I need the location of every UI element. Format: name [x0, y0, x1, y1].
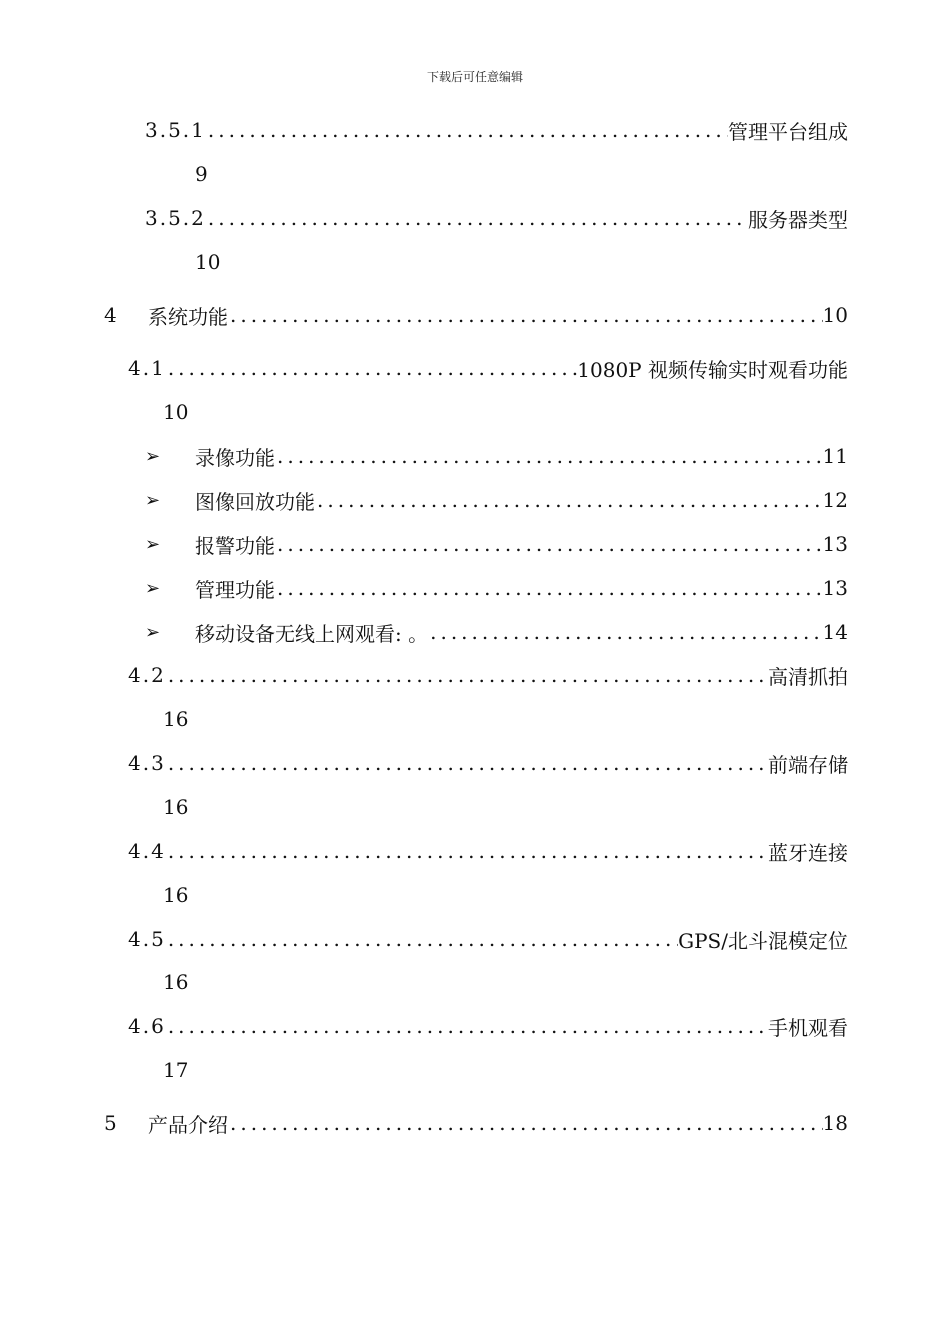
toc-number: 4.3 — [128, 751, 166, 775]
toc-leader — [275, 444, 823, 468]
arrow-bullet-icon: ➢ — [145, 445, 161, 467]
arrow-bullet-icon: ➢ — [145, 577, 161, 599]
toc-page-number: 10 — [163, 400, 189, 424]
toc-page-number: 16 — [163, 707, 189, 731]
toc-number: 5 — [104, 1111, 117, 1135]
toc-entry[interactable] — [128, 1011, 848, 1041]
toc-entry[interactable] — [128, 924, 848, 954]
toc-entry[interactable] — [145, 529, 848, 559]
toc-number: 4.5 — [128, 927, 166, 951]
toc-title: 产品介绍 — [148, 1112, 228, 1137]
toc-title: 1080P 视频传输实时观看功能 — [577, 357, 848, 382]
toc-page-number: 18 — [822, 1111, 848, 1135]
toc-leader — [275, 576, 823, 600]
toc-entry[interactable] — [145, 203, 848, 233]
toc-page-number: 14 — [822, 620, 848, 644]
toc-page-number: 17 — [163, 1058, 189, 1082]
toc-number: 4.4 — [128, 839, 166, 863]
toc-leader — [275, 532, 823, 556]
toc-entry[interactable] — [128, 660, 848, 690]
toc-leader — [228, 1111, 823, 1135]
toc-leader — [166, 839, 768, 863]
toc-title: 高清抓拍 — [768, 664, 848, 689]
toc-title: 服务器类型 — [748, 207, 848, 232]
toc-leader — [315, 488, 823, 512]
toc-title: 管理平台组成 — [728, 119, 848, 144]
toc-number: 4 — [104, 303, 117, 327]
toc-entry[interactable] — [128, 353, 848, 383]
toc-leader — [206, 206, 748, 230]
toc-number: 3.5.2 — [145, 206, 206, 230]
toc-entry[interactable] — [145, 115, 848, 145]
toc-entry[interactable] — [145, 441, 848, 471]
toc-leader — [428, 620, 822, 644]
toc-title: GPS/北斗混模定位 — [678, 928, 848, 953]
toc-entry[interactable] — [104, 300, 848, 330]
toc-title: 前端存储 — [768, 752, 848, 777]
toc-page-number: 9 — [195, 162, 208, 186]
arrow-bullet-icon: ➢ — [145, 621, 161, 643]
toc-number: 3.5.1 — [145, 118, 206, 142]
toc-entry[interactable] — [128, 748, 848, 778]
toc-page-number: 16 — [163, 970, 189, 994]
toc-entry[interactable] — [104, 1108, 848, 1138]
toc-title: 蓝牙连接 — [768, 840, 848, 865]
toc-page-number: 16 — [163, 795, 189, 819]
toc-page-number: 10 — [822, 303, 848, 327]
toc-page-number: 11 — [822, 444, 848, 468]
toc-leader — [166, 1014, 768, 1038]
toc-entry[interactable] — [145, 485, 848, 515]
toc-title: 手机观看 — [768, 1015, 848, 1040]
arrow-bullet-icon: ➢ — [145, 533, 161, 555]
toc-title: 系统功能 — [148, 304, 228, 329]
toc-leader — [166, 356, 577, 380]
toc-number: 4.6 — [128, 1014, 166, 1038]
toc-title: 报警功能 — [195, 533, 275, 558]
toc-page-number: 13 — [822, 532, 848, 556]
toc-page-number: 12 — [822, 488, 848, 512]
toc-title: 录像功能 — [195, 445, 275, 470]
toc-page-number: 10 — [195, 250, 221, 274]
toc-page-number: 16 — [163, 883, 189, 907]
toc-leader — [228, 303, 823, 327]
arrow-bullet-icon: ➢ — [145, 489, 161, 511]
toc-leader — [166, 663, 768, 687]
toc-page-number: 13 — [822, 576, 848, 600]
toc-title: 图像回放功能 — [195, 489, 315, 514]
toc-leader — [166, 751, 768, 775]
page-header: 下载后可任意编辑 — [426, 70, 523, 84]
toc-title: 移动设备无线上网观看: 。 — [195, 621, 429, 646]
toc-leader — [206, 118, 728, 142]
toc-number: 4.2 — [128, 663, 166, 687]
toc-leader — [166, 927, 678, 951]
toc-number: 4.1 — [128, 356, 166, 380]
toc-entry[interactable] — [145, 573, 848, 603]
toc-entry[interactable] — [145, 617, 848, 647]
toc-entry[interactable] — [128, 836, 848, 866]
toc-title: 管理功能 — [195, 577, 275, 602]
